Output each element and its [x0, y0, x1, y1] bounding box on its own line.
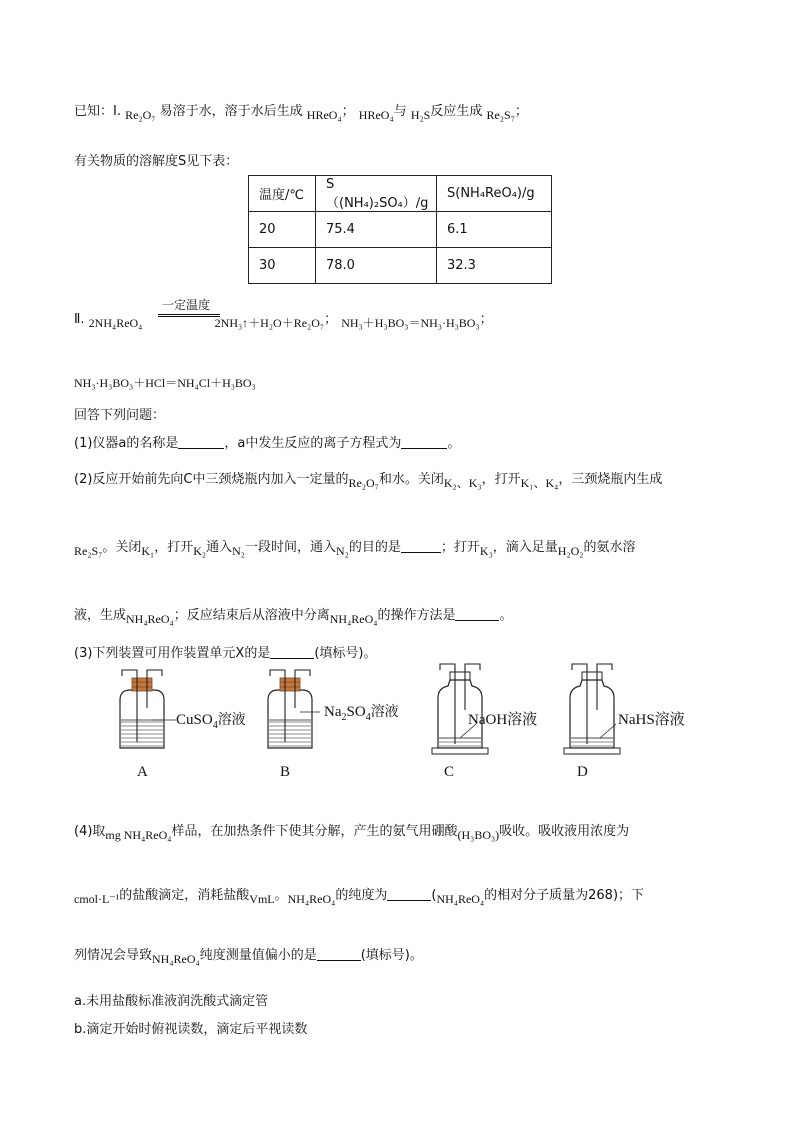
decomposition-products: 2NH₃↑＋H₂O＋Re₂O₇ [214, 316, 325, 330]
answer-blank [317, 948, 361, 961]
equals-sign [158, 314, 220, 317]
table-row [249, 248, 552, 284]
question-3: (3)下列装置可用作装置单元X的是 (填标号)。 [74, 646, 377, 661]
question-4-line-1: (4)取mg NH₄ReO₄样品，在加热条件下使其分解，产生的氨气用硼酸(H₃BO₃)吸收。吸收液用浓度为 [74, 824, 630, 842]
titration-equation: NH₃·H₃BO₃＋HCl＝NH₄Cl＋H₃BO₃ [74, 376, 256, 390]
answer-blank [178, 436, 224, 449]
option-letter-c: C [444, 764, 455, 780]
table-cell: 75.4 [316, 212, 437, 248]
table-header: S（(NH₄)₂SO₄）/g [316, 176, 437, 212]
svg-text:Na2SO4溶液: $Na_2SO_4$溶液 [324, 704, 399, 723]
solubility-table [248, 175, 552, 284]
answer-blank [270, 646, 314, 659]
formula-hreo4: HReO₄ [306, 108, 342, 122]
wash-bottle-a [120, 670, 176, 748]
known-condition-2: Ⅱ. 2NH₄ReO₄ 2NH₃↑＋H₂O＋Re₂O₇； NH₃＋H₃BO₃＝NH₃·H₃BO₃； [74, 312, 493, 330]
table-cell: 6.1 [437, 212, 552, 248]
option-a: a.未用盐酸标准液润洗酸式滴定管 [74, 994, 269, 1009]
answer-blank [401, 436, 447, 449]
answer-blank [401, 540, 441, 553]
table-caption: 有关物质的溶解度S见下表： [74, 154, 239, 169]
wash-bottle-c [432, 664, 488, 754]
answer-heading: 回答下列问题： [74, 408, 166, 423]
table-header: S(NH₄ReO₄)/g [437, 176, 552, 212]
table-cell: 30 [249, 248, 316, 284]
wash-bottle-d [564, 664, 620, 754]
known-condition-1: 已知：Ⅰ. Re₂O₇ 易溶于水，溶于水后生成 HReO₄； HReO₄与 H₂S反应生成 Re₂S₇； [74, 104, 528, 122]
table-header-row [249, 176, 552, 212]
formula-nh4reo4: 2NH₄ReO₄ [88, 316, 143, 330]
option-b: b.滴定开始时俯视读数，滴定后平视读数 [74, 1022, 308, 1037]
boric-acid-equation: NH₃＋H₃BO₃＝NH₃·H₃BO₃ [341, 316, 480, 330]
svg-text:NaHS溶液: NaHS溶液 [618, 712, 685, 728]
question-2-line-1: (2)反应开始前先向C中三颈烧瓶内加入一定量的Re₂O₇和水。关闭K₂、K₃，打开K₁、K₄，三颈烧瓶内生成 [74, 472, 663, 490]
question-2-line-2: Re₂S₇。关闭K₁，打开K₂通入N₂一段时间，通入N₂的目的是 ；打开K₃，滴入足量H₂O₂的氨水溶 [74, 540, 636, 558]
question-1: (1)仪器a的名称是 ，a中发生反应的离子方程式为 。 [74, 436, 461, 451]
apparatus-diagram [110, 660, 690, 785]
svg-text:NaOH溶液: NaOH溶液 [468, 712, 538, 728]
formula-re2s7: Re₂S₇ [486, 108, 515, 122]
table-header: 温度/℃ [249, 176, 316, 212]
reaction-condition: 一定温度 [162, 298, 211, 312]
wash-bottle-b [268, 670, 320, 748]
question-4-line-2: cmol·L⁻¹的盐酸滴定，消耗盐酸VmL。NH₄ReO₄的纯度为 (NH₄ReO₄的相对分子质量为268)；下 [74, 888, 645, 906]
table-row [249, 212, 552, 248]
formula-h2s: H₂S [410, 108, 431, 122]
svg-text:CuSO4溶液: CuSO$_4$溶液 [176, 712, 246, 731]
question-2-line-3: 液，生成NH₄ReO₄；反应结束后从溶液中分离NH₄ReO₄的操作方法是 。 [74, 608, 513, 626]
option-letter-d: D [577, 764, 588, 780]
table-cell: 78.0 [316, 248, 437, 284]
table-cell: 32.3 [437, 248, 552, 284]
question-4-line-3: 列情况会导致NH₄ReO₄纯度测量值偏小的是 (填标号)。 [74, 948, 423, 966]
formula-re2o7: Re₂O₇ [125, 108, 156, 122]
known-condition-3 [74, 372, 256, 391]
answer-blank [455, 608, 499, 621]
table-cell: 20 [249, 212, 316, 248]
formula-hreo4-2: HReO₄ [358, 108, 394, 122]
answer-blank [387, 888, 431, 901]
option-letter-b: B [280, 764, 291, 780]
option-letter-a: A [137, 764, 148, 780]
